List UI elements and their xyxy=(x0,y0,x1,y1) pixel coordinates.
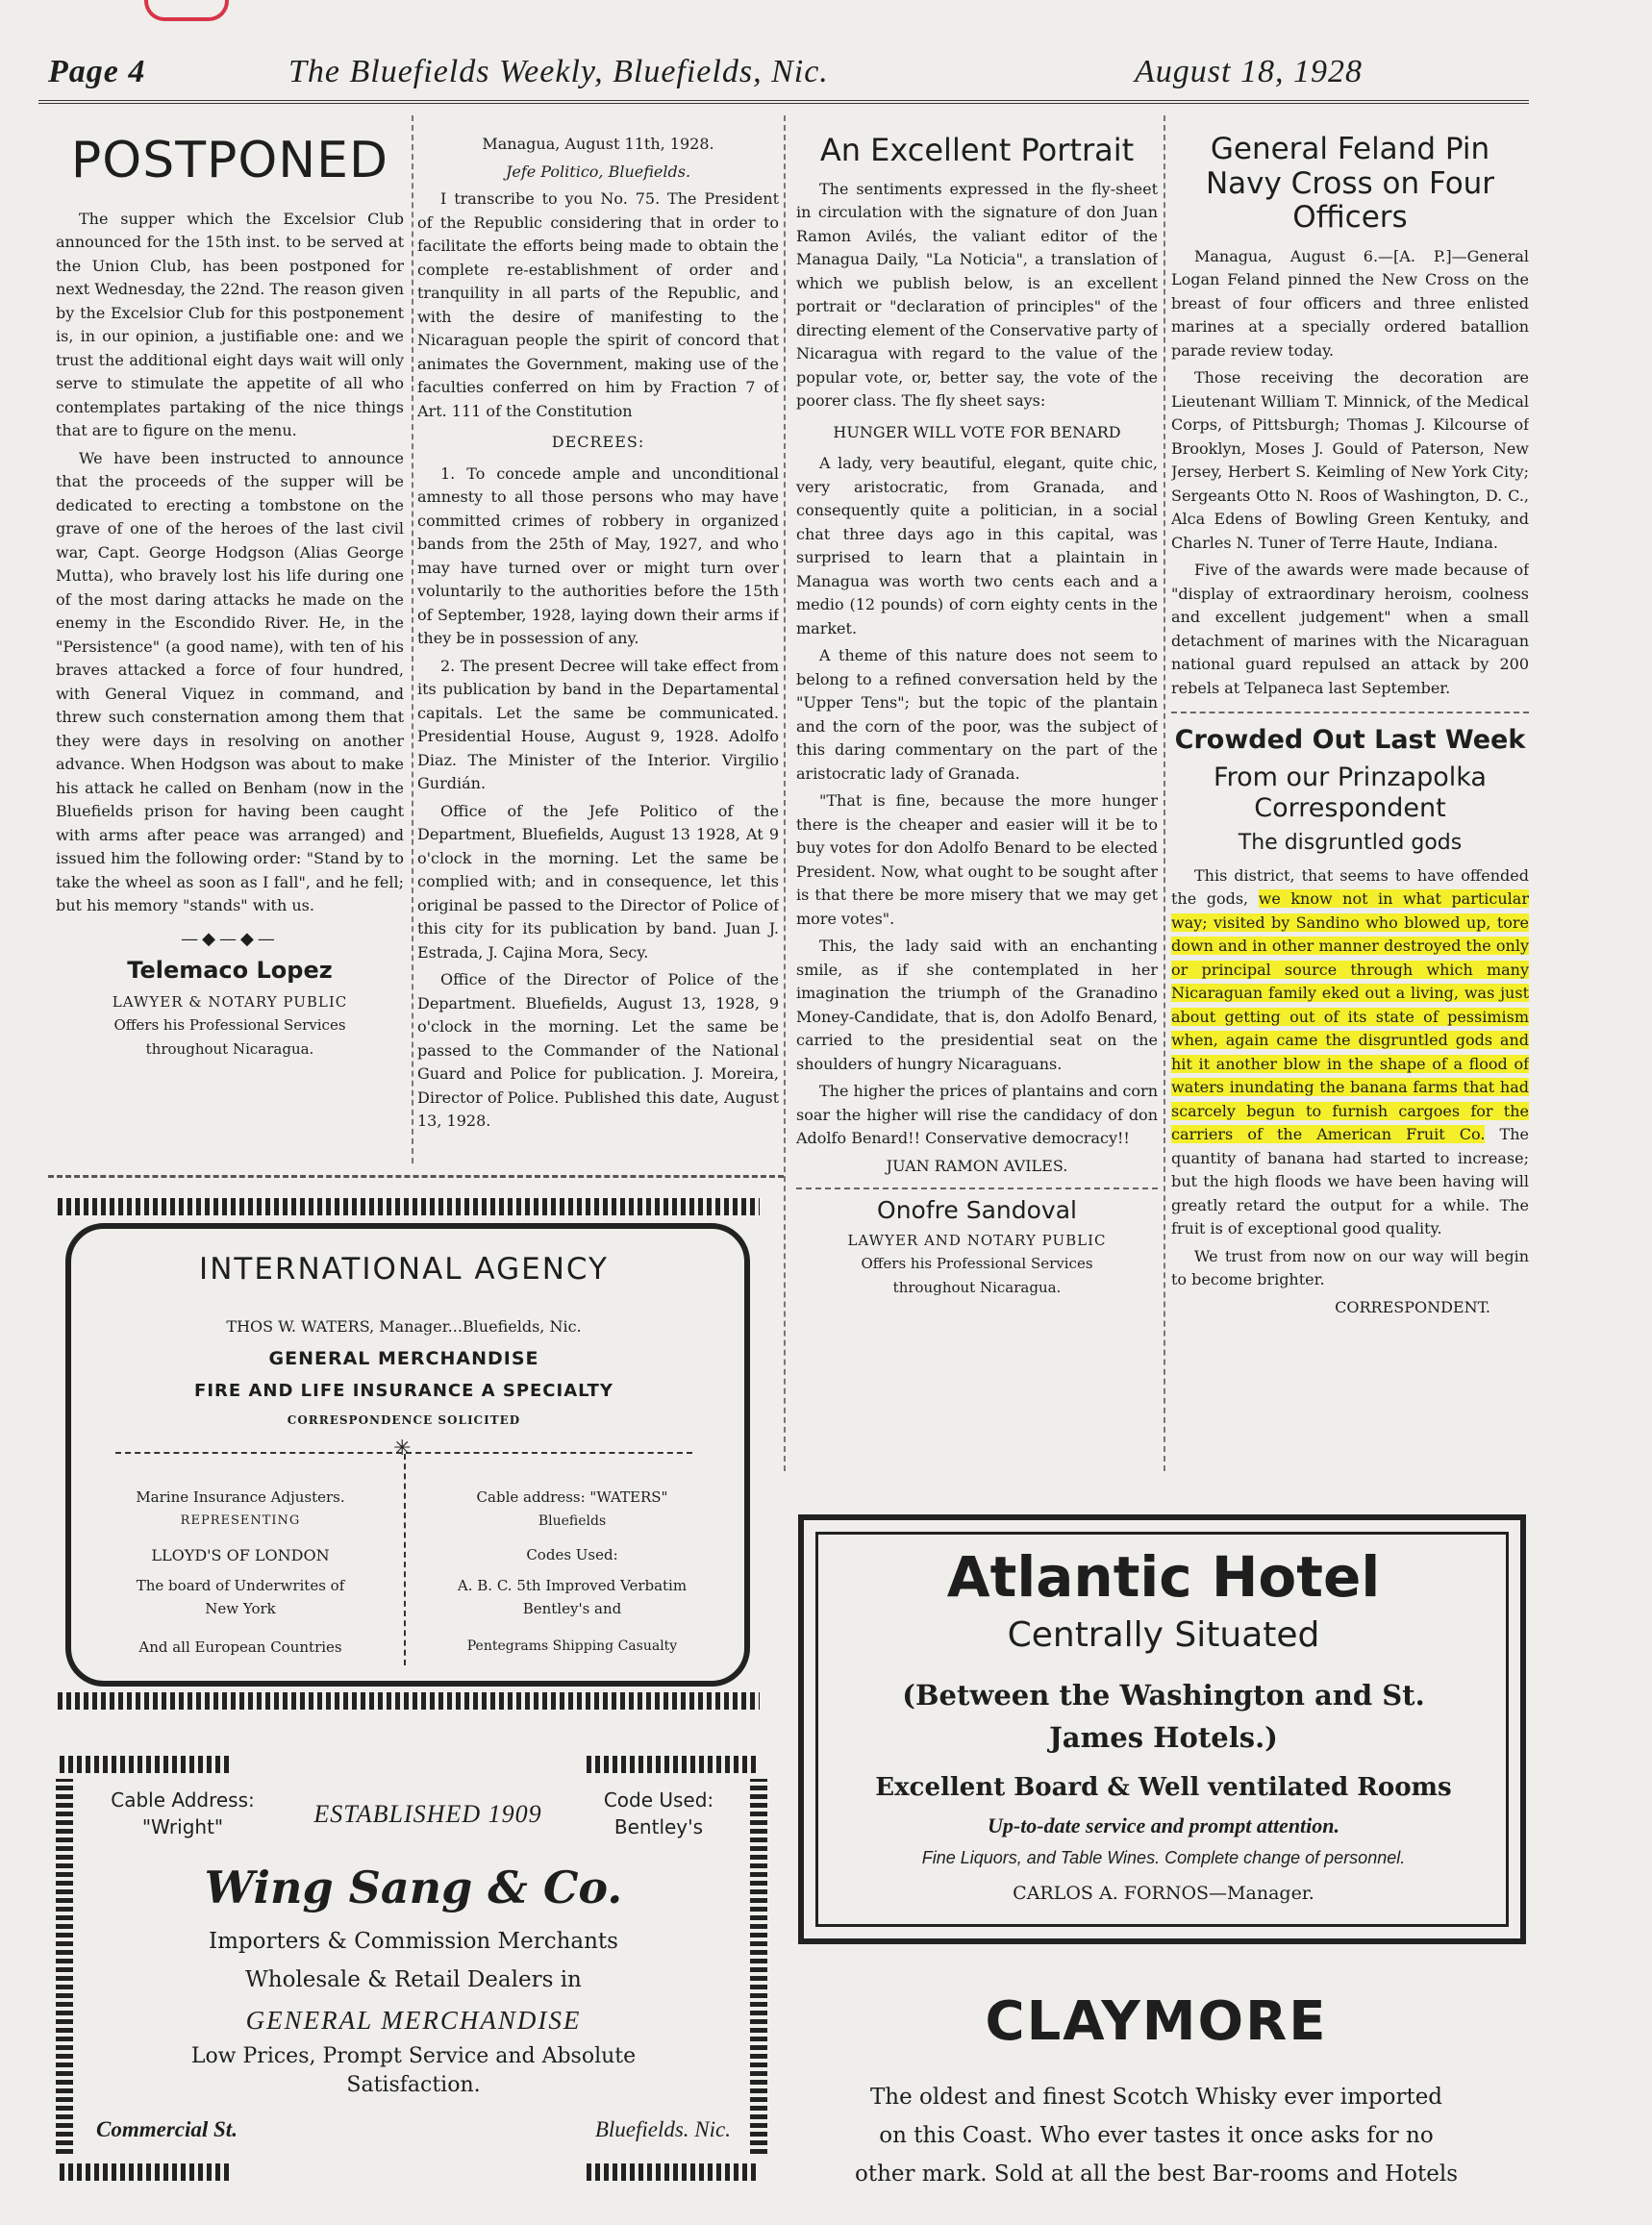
headline-crowded-out: Crowded Out Last Week xyxy=(1174,725,1526,756)
hotel-name: Atlantic Hotel xyxy=(946,1544,1381,1610)
paragraph: "That is fine, because the more hunger there is the cheaper and easier will it be to buy votes for don Adolfo Benard to be elected President. Now, what ought to be sought after is that there be more misery that we may get more votes". xyxy=(796,791,1158,928)
card-name: Onofre Sandoval xyxy=(877,1196,1077,1225)
wing-sang-line-1: Importers & Commission Merchants xyxy=(209,1929,618,1954)
column-postponed xyxy=(56,133,404,1162)
section-rule xyxy=(48,1175,784,1178)
hotel-line-3: James Hotels.) xyxy=(1049,1721,1278,1754)
paragraph: Office of the Jefe Politico of the Department, Bluefields, August 13 1928, At 9 o'clock in the morning. Let the same be complied with; and in consequence, let this original be passed to the Director of Police of this city for its publication by band. Juan J. Estrada, J. Cajina Mora, Secy. xyxy=(417,801,779,962)
agency-left-2: REPRESENTING xyxy=(180,1513,301,1528)
masthead-rule xyxy=(38,100,1529,104)
signature: JUAN RAMON AVILES. xyxy=(886,1156,1068,1175)
column-rule xyxy=(1164,115,1165,1471)
column-rule xyxy=(412,115,413,1163)
hotel-line-5: Up-to-date service and prompt attention. xyxy=(987,1813,1340,1838)
claymore-line-2: on this Coast. Who ever tastes it once asks for no xyxy=(879,2123,1434,2148)
paragraph: Those receiving the decoration are Lieutenant William T. Minnick, of the Medical Corps, of Pittsburgh; Thomas J. Kilcourse of Brooklyn, Moses J. Gould of Paterson, New Jersey, Herbert S. Keimling of New York City; Sergeants Otto N. Roos of Washington, D. C., Alca Edens of Bowling Green Kentuky, and Charles N. Tuner of Terre Haute, Indiana. xyxy=(1171,368,1529,552)
ad-border-stripe xyxy=(587,2163,760,2181)
paragraph: Managua, August 6.—[A. P.]—General Logan Feland pinned the New Cross on the breast of four officers and three enlisted marines at a specially ordered batallion parade review today. xyxy=(1171,246,1529,360)
text-plain: The quantity of banana had started to increase; but the high floods we have been having will greatly retard the output for a while. The fruit is of exceptional good quality. xyxy=(1171,1125,1529,1238)
card-telemaco-lopez xyxy=(56,959,404,1061)
headline-postponed: POSTPONED xyxy=(70,133,389,189)
headline-feland: General Feland Pin Navy Cross on Four Officers xyxy=(1205,133,1495,236)
paragraph: Office of the Director of Police of the Department. Bluefields, August 13, 1928, 9 o'clock in the morning. Let the same be passed to the Commander of the National Guard and Police for publication. J. Moreira, Director of Police. Published this date, August 13, 1928. xyxy=(417,970,779,1130)
headline-excellent-portrait: An Excellent Portrait xyxy=(819,133,1135,168)
card-name: Telemaco Lopez xyxy=(127,957,333,985)
agency-right-2: Bluefields xyxy=(538,1513,607,1529)
claymore-line-1: The oldest and finest Scotch Whisky ever imported xyxy=(869,2085,1443,2110)
ad-border-stripe xyxy=(587,1756,760,1773)
agency-title: INTERNATIONAL AGENCY xyxy=(199,1252,609,1287)
agency-line-1: GENERAL MERCHANDISE xyxy=(268,1348,539,1369)
card-title: LAWYER & NOTARY PUBLIC xyxy=(112,992,348,1011)
claymore-line-3: other mark. Sold at all the best Bar-rooms and Hotels xyxy=(854,2162,1459,2187)
hotel-line-1: Centrally Situated xyxy=(1007,1615,1320,1655)
wing-sang-line-5: Satisfaction. xyxy=(346,2073,481,2097)
card-title: LAWYER AND NOTARY PUBLIC xyxy=(847,1231,1107,1249)
ornament-divider: —◆—◆— xyxy=(181,928,279,949)
column-feland xyxy=(1171,133,1529,1479)
agency-left-4: The board of Underwrites of xyxy=(136,1577,345,1594)
agency-right-5: Bentley's and xyxy=(522,1600,622,1617)
wing-sang-line-2: Wholesale & Retail Dealers in xyxy=(245,1967,582,1992)
agency-manager: THOS W. WATERS, Manager...Bluefields, Nic. xyxy=(226,1317,582,1336)
paragraph: I transcribe to you No. 75. The President of the Republic considering that in order to facilitate the efforts being made to obtain the complete re-establishment of order and tranquility in all parts of the Republic, and with the desire of manifesting to the Nicaraguan people the spirit of concord that animates the Government, making use of the faculties conferred on him by Fraction 7 of Art. 111 of the Constitution xyxy=(417,189,779,420)
divider xyxy=(796,1188,1158,1189)
card-line: Offers his Professional Services throughout Nicaragua. xyxy=(861,1255,1093,1296)
paragraph: We trust from now on our way will begin to become brighter. xyxy=(1171,1246,1529,1289)
agency-left-5: New York xyxy=(205,1600,276,1617)
wing-sang-line-4: Low Prices, Prompt Service and Absolute xyxy=(190,2044,637,2068)
paragraph: 2. The present Decree will take effect from its publication by band in the Departamental capitals. Let the same be communicated. Presidential House, August 9, 1928. Adolfo Diaz. The Minister of the Interior. Virgilio Gurdián. xyxy=(417,656,779,792)
agency-right-1: Cable address: "WATERS" xyxy=(476,1488,668,1506)
agency-line-3: CORRESPONDENCE SOLICITED xyxy=(287,1413,521,1427)
paper-title: The Bluefields Weekly, Bluefields, Nic. xyxy=(288,54,829,89)
ad-border-stripe xyxy=(58,1692,760,1710)
agency-divider xyxy=(404,1454,406,1665)
paragraph: We have been instructed to announce that the proceeds of the supper will be dedicated to erecting a tombstone on the grave of one of the heroes of the last civil war, Capt. George Hodgson (Alias George Mutta), who bravely lost his life during one of the most daring attacks he made on the enemy in the Escondido River. He, in the "Persistence" (a good name), with ten of his braves attacked a force of four hundred, with General Viquez in command, and threw such consternation among them that they were days in resolving on another advance. When Hodgson was about to make his attack he called on Benham (now in the Bluefields prison for having been caught with arms after peace was arranged) and issued him the following order: "Stand by to take the wheel as soon as I fall", and he fell; but his memory "stands" with us. xyxy=(56,448,404,915)
wing-sang-name: Wing Sang & Co. xyxy=(204,1862,623,1913)
cable-value: "Wright" xyxy=(141,1815,224,1838)
dateline-2: Jefe Politico, Bluefields. xyxy=(505,162,691,181)
agency-line-2: FIRE AND LIFE INSURANCE A SPECIALTY xyxy=(194,1381,613,1401)
page-number: Page 4 xyxy=(48,54,146,89)
agency-right-4: A. B. C. 5th Improved Verbatim xyxy=(457,1577,688,1594)
agency-left-1: Marine Insurance Adjusters. xyxy=(136,1488,345,1506)
issue-date: August 18, 1928 xyxy=(1135,54,1363,89)
divider xyxy=(1171,712,1529,713)
hotel-line-2: (Between the Washington and St. xyxy=(902,1679,1425,1712)
agency-right-6: Pentegrams Shipping Casualty xyxy=(466,1638,678,1654)
ad-border-stripe xyxy=(60,1756,233,1773)
established: ESTABLISHED 1909 xyxy=(313,1800,542,1828)
ad-border-stripe xyxy=(58,1198,760,1215)
code-label: Code Used: xyxy=(603,1788,714,1812)
card-line: Offers his Professional Services throughout Nicaragua. xyxy=(113,1016,346,1058)
paragraph: This, the lady said with an enchanting smile, as if she contemplated in her imagination the triumph of the Granadino Money-Candidate, that is, don Adolfo Benard, carried to the presidential seat on the shoulders of hungry Nicaraguans. xyxy=(796,937,1158,1073)
paragraph: A lady, very beautiful, elegant, quite chic, very aristocratic, from Granada, and consequently quite a politician, in a social chat three days ago in this capital, was surprised to learn that a plaintain in Managua was worth two cents each and a medio (12 pounds) of corn eighty cents in the market. xyxy=(796,454,1158,638)
agency-left-3: LLOYD'S OF LONDON xyxy=(151,1546,330,1564)
text-plain: This district, that seems to have offended the gods, xyxy=(1171,865,1529,909)
paragraph: 1. To concede ample and unconditional amnesty to all those persons who may have committed crimes of robbery in organized bands from the 25th of May, 1927, and who may have turned over or might turn over voluntarily to the authorities before the 15th of September, 1928, laying down their arms if they be in possession of any. xyxy=(417,463,779,647)
claymore-name: CLAYMORE xyxy=(985,1990,1328,2053)
wing-sang-line-3: GENERAL MERCHANDISE xyxy=(245,2006,582,2035)
paragraph-highlighted xyxy=(1171,864,1529,1241)
agency-left-6: And all European Countries xyxy=(138,1638,342,1656)
ad-border-stripe xyxy=(750,1779,767,2154)
wing-sang-city: Bluefields. Nic. xyxy=(594,2117,731,2141)
column-portrait xyxy=(796,133,1158,1474)
cable-label: Cable Address: xyxy=(111,1788,255,1812)
star-icon: ✳ xyxy=(393,1437,412,1461)
ad-border-stripe xyxy=(56,1779,73,2154)
column-rule xyxy=(784,115,786,1471)
column-decree xyxy=(417,133,779,1166)
subhead-hunger: HUNGER WILL VOTE FOR BENARD xyxy=(833,422,1121,441)
masthead xyxy=(48,48,1529,94)
paragraph: A theme of this nature does not seem to belong to a refined conversation held by the "Upper Tens"; but the topic of the plantain and the corn of the poor, was the subject of this daring commentary on the part of the aristocratic lady of Granada. xyxy=(796,646,1158,783)
hotel-manager: CARLOS A. FORNOS—Manager. xyxy=(1013,1883,1314,1904)
paragraph: The supper which the Excelsior Club announced for the 15th inst. to be served at the Union Club, has been postponed for next Wednesday, the 22nd. The reason given by the Excelsior Club for this postponement is, in our opinion, a justifiable one: and we trust the additional eight days wait will only serve to stimulate the appetite of all who contemplates partaking of the nice things that are to figure on the menu. xyxy=(56,209,404,440)
subhead-disgruntled-gods: The disgruntled gods xyxy=(1238,830,1463,855)
paragraph: The sentiments expressed in the fly-sheet in circulation with the signature of don Juan Ramon Avilés, the valiant editor of the Managua Daily, "La Noticia", a translation of which we publish below, is an excellent portrait or "declaration of principles" of the directing element of the Conservative party of Nicaragua with regard to the value of the popular vote, or, better say, the vote of the poorer class. The fly sheet says: xyxy=(796,179,1158,411)
hotel-line-6: Fine Liquors, and Table Wines. Complete change of personnel. xyxy=(921,1848,1406,1867)
hotel-line-4: Excellent Board & Well ventilated Rooms xyxy=(875,1773,1452,1802)
headline-prinzapolka: From our Prinzapolka Correspondent xyxy=(1214,762,1487,823)
text-highlight: we know not in what particular way; visited by Sandino who blowed up, tore down and in other manner destroyed the only or principal source through which many Nicaraguan family eked out a living, was just about getting out of its state of pessimism when, again came the disgruntled gods and hit it another blow in the shape of a flood of waters inundating the banana farms that had scarcely begun to furnish cargoes for the carriers of the American Fruit Co. xyxy=(1171,889,1529,1144)
dateline: Managua, August 11th, 1928. xyxy=(482,135,714,153)
paragraph: The higher the prices of plantains and corn soar the higher will rise the candidacy of don Adolfo Benard!! Conservative democracy!! xyxy=(796,1082,1158,1148)
code-value: Bentley's xyxy=(613,1815,704,1838)
paragraph: Five of the awards were made because of "display of extraordinary heroism, coolness and excellent judgement" when a small detachment of marines with the Nicaraguan national guard repulsed an attack by 200 rebels at Telpaneca last September. xyxy=(1171,561,1529,697)
red-ink-mark xyxy=(144,0,229,21)
decrees-heading: DECREES: xyxy=(551,433,645,451)
signature: CORRESPONDENT. xyxy=(1335,1297,1490,1316)
wing-sang-street: Commercial St. xyxy=(96,2117,238,2141)
card-onofre-sandoval xyxy=(796,1196,1158,1299)
agency-right-3: Codes Used: xyxy=(526,1546,618,1563)
ad-border-stripe xyxy=(60,2163,233,2181)
